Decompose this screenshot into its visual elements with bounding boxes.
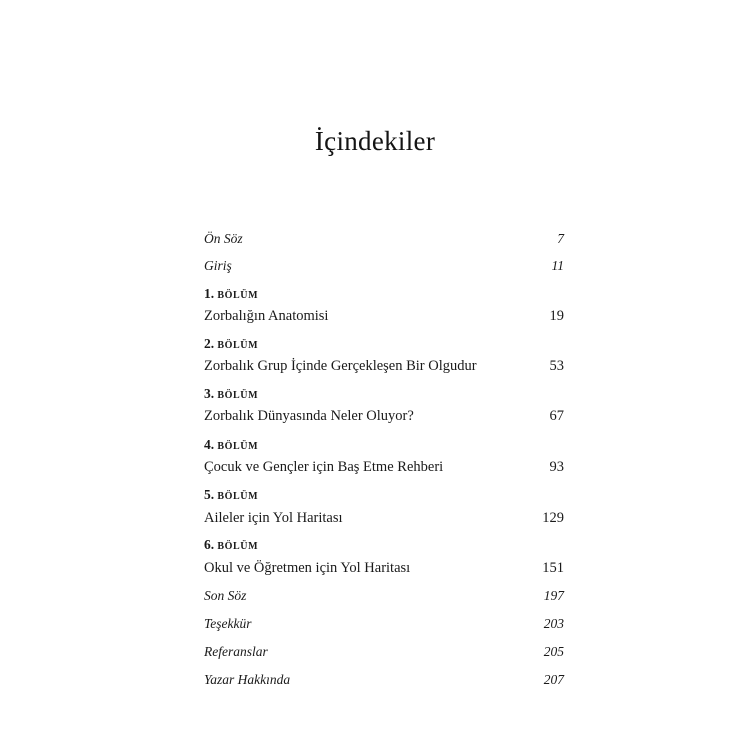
toc-entry-label: Okul ve Öğretmen için Yol Haritası <box>204 560 411 576</box>
toc-entry-label: Giriş <box>204 258 232 273</box>
chapter-number: 2. <box>204 336 215 351</box>
toc-entry-label: Aileler için Yol Haritası <box>204 510 343 526</box>
toc-entry-label: Zorbalığın Anatomisi <box>204 308 329 324</box>
toc-entry-about-author <box>204 670 564 690</box>
toc-entry-page: 203 <box>543 616 564 631</box>
chapter-number: 5. <box>204 487 215 502</box>
chapter-number: 3. <box>204 386 215 401</box>
chapter-word: BÖLÜM <box>217 390 259 401</box>
chapter-heading-4 <box>204 436 258 454</box>
toc-entry-page: 205 <box>543 644 564 659</box>
chapter-heading-5 <box>204 486 258 504</box>
toc-entry-label: Son Söz <box>204 588 247 603</box>
toc-entry-chapter-6 <box>204 558 564 578</box>
toc-entry-label: Ön Söz <box>204 231 243 246</box>
toc-entry-foreword <box>204 229 564 249</box>
chapter-word: BÖLÜM <box>217 541 259 552</box>
toc-entry-page: 7 <box>557 231 564 246</box>
toc-entry-chapter-5 <box>204 508 564 528</box>
toc-entry-chapter-2 <box>204 356 564 376</box>
toc-entry-label: Yazar Hakkında <box>204 672 291 687</box>
chapter-number: 4. <box>204 437 215 452</box>
toc-entry-introduction <box>204 256 564 276</box>
toc-entry-label: Referanslar <box>204 644 268 659</box>
toc-entry-page: 129 <box>542 510 564 526</box>
toc-entry-page: 151 <box>542 560 564 576</box>
toc-entry-label: Zorbalık Dünyasında Neler Oluyor? <box>204 408 414 424</box>
chapter-number: 1. <box>204 286 215 301</box>
toc-entry-label: Teşekkür <box>204 616 252 631</box>
toc-entry-chapter-4 <box>204 457 564 477</box>
chapter-number: 6. <box>204 537 215 552</box>
toc-entry-chapter-1 <box>204 306 564 326</box>
toc-entry-page: 93 <box>549 459 564 475</box>
toc-entry-label: Zorbalık Grup İçinde Gerçekleşen Bir Olgudur <box>204 358 477 374</box>
page-title: İçindekiler <box>314 126 436 156</box>
toc-entry-afterword <box>204 586 564 606</box>
toc-entry-page: 11 <box>551 258 564 273</box>
chapter-word: BÖLÜM <box>217 491 259 502</box>
toc-entry-page: 197 <box>543 588 564 603</box>
toc-entry-page: 53 <box>549 358 564 374</box>
toc-entry-chapter-3 <box>204 406 564 426</box>
chapter-heading-1 <box>204 285 258 303</box>
chapter-word: BÖLÜM <box>217 340 259 351</box>
toc-entry-references <box>204 642 564 662</box>
chapter-word: BÖLÜM <box>217 290 259 301</box>
toc-entry-acknowledgements <box>204 614 564 634</box>
toc-entry-page: 19 <box>549 308 564 324</box>
toc-entry-page: 207 <box>543 672 564 687</box>
chapter-heading-3 <box>204 385 258 403</box>
toc-entry-page: 67 <box>549 408 564 424</box>
toc-entry-label: Çocuk ve Gençler için Baş Etme Rehberi <box>204 459 444 475</box>
chapter-heading-6 <box>204 536 258 554</box>
chapter-word: BÖLÜM <box>217 441 259 452</box>
chapter-heading-2 <box>204 335 258 353</box>
